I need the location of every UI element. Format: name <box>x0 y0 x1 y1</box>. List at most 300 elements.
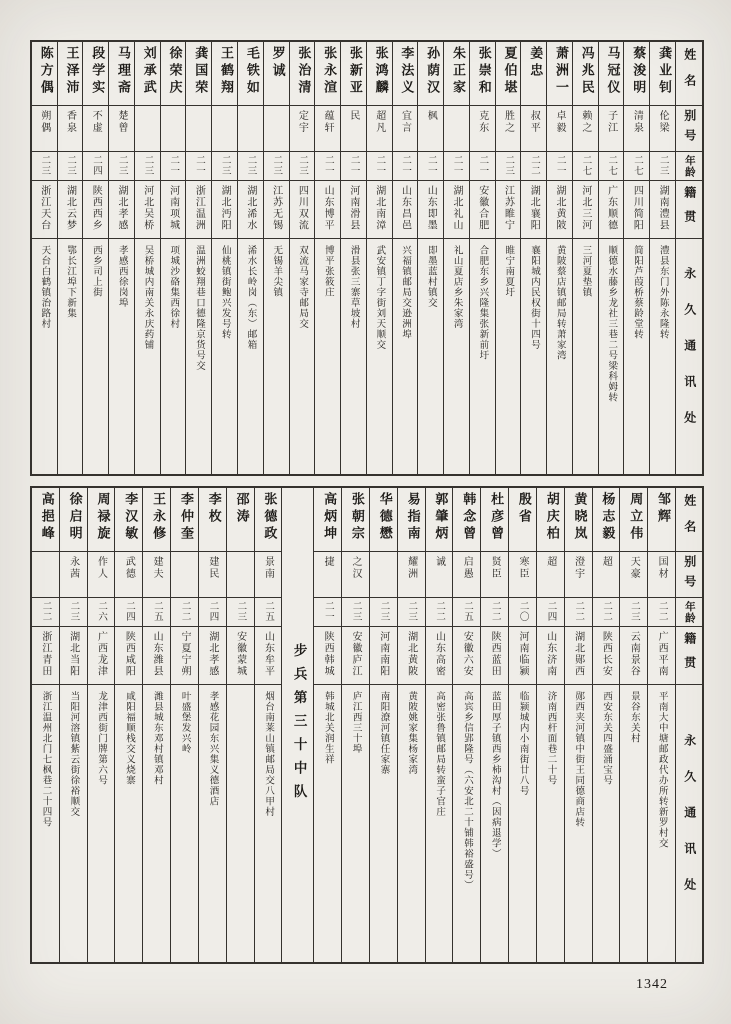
alias-cell <box>418 106 443 152</box>
header-age <box>676 152 702 181</box>
age-cell-text: 二三 <box>657 155 669 176</box>
name-cell <box>32 488 59 552</box>
origin-cell-text: 湖北浠水 <box>244 185 256 231</box>
alias-cell <box>509 552 536 598</box>
origin-cell <box>212 181 237 239</box>
alias-cell <box>496 106 521 152</box>
alias-cell <box>599 106 624 152</box>
alias-cell-text: 超 <box>600 556 612 568</box>
roster-column <box>649 42 675 474</box>
age-cell-text: 二二 <box>489 601 501 622</box>
roster-column <box>546 42 572 474</box>
age-cell-text: 二一 <box>400 155 412 176</box>
age-cell-text: 二一 <box>322 601 334 622</box>
alias-cell-text: 清泉 <box>631 110 643 134</box>
origin-cell <box>453 627 480 685</box>
alias-cell <box>255 552 282 598</box>
address-cell-text: 三河夏垫镇 <box>580 245 592 298</box>
alias-cell <box>115 552 142 598</box>
age-cell <box>109 152 134 181</box>
alias-cell <box>341 106 366 152</box>
roster-column <box>480 488 508 962</box>
name-cell-text: 张治清 <box>295 46 311 97</box>
name-cell-text: 马冠仪 <box>604 46 620 97</box>
roster-table-top <box>30 40 704 476</box>
age-cell <box>648 598 675 627</box>
age-cell <box>509 598 536 627</box>
alias-cell <box>212 106 237 152</box>
age-cell-text: 二四 <box>90 155 102 176</box>
name-cell <box>315 42 340 106</box>
alias-cell-text: 宜言 <box>399 110 411 134</box>
alias-cell <box>537 552 564 598</box>
name-cell-text: 陈方偶 <box>37 46 53 97</box>
origin-cell <box>620 627 647 685</box>
name-cell-text: 毛铁如 <box>243 46 259 97</box>
address-cell <box>496 239 521 474</box>
alias-cell <box>547 106 572 152</box>
name-cell-text: 李法义 <box>398 46 414 97</box>
origin-cell-text: 广西平南 <box>656 631 668 677</box>
origin-cell <box>565 627 592 685</box>
address-cell <box>367 239 392 474</box>
alias-cell-text: 叔平 <box>528 110 540 134</box>
origin-cell-text: 湖北礼山 <box>450 185 462 231</box>
origin-cell <box>255 627 282 685</box>
origin-cell-text: 陕西蓝田 <box>489 631 501 677</box>
origin-cell <box>115 627 142 685</box>
address-cell-text: 合肥东乡兴隆集张新前圩 <box>477 245 489 361</box>
address-cell <box>521 239 546 474</box>
address-cell <box>238 239 263 474</box>
name-cell <box>32 42 57 106</box>
address-cell <box>60 685 87 962</box>
section-label-text: 步兵第三十中队 <box>290 642 307 808</box>
name-cell <box>212 42 237 106</box>
age-cell <box>470 152 495 181</box>
alias-cell <box>88 552 115 598</box>
header-age <box>676 598 702 627</box>
origin-cell-text: 安徽六安 <box>461 631 473 677</box>
address-cell-text: 孝感花园东兴集义德酒店 <box>207 691 219 807</box>
name-cell-text: 罗诚 <box>269 46 285 80</box>
address-cell-text: 庐江西三十埠 <box>350 691 362 754</box>
address-cell-text: 龙津西街门牌第六号 <box>96 691 108 786</box>
origin-cell <box>227 627 254 685</box>
roster-column <box>564 488 592 962</box>
origin-cell-text: 湖北南漳 <box>373 185 385 231</box>
origin-cell-text: 山东高密 <box>433 631 445 677</box>
origin-cell-text: 广东顺德 <box>605 185 617 231</box>
address-cell <box>135 239 160 474</box>
age-cell <box>88 598 115 627</box>
origin-cell <box>341 181 366 239</box>
origin-cell <box>314 627 341 685</box>
name-cell <box>547 42 572 106</box>
alias-cell-text: 贤臣 <box>489 556 501 580</box>
name-cell <box>227 488 254 552</box>
age-cell-text: 二三 <box>406 601 418 622</box>
origin-cell <box>135 181 160 239</box>
name-cell-text: 王鹤翔 <box>218 46 234 97</box>
address-cell <box>547 239 572 474</box>
age-cell <box>393 152 418 181</box>
header-address-text: 永久通讯处 <box>682 266 697 447</box>
name-cell-text: 李仲奎 <box>177 492 193 543</box>
name-cell-text: 黄晓岚 <box>571 492 587 543</box>
origin-cell-text: 河南南阳 <box>377 631 389 677</box>
origin-cell-text: 河南项城 <box>167 185 179 231</box>
age-cell <box>143 598 170 627</box>
origin-cell-text: 江苏睢宁 <box>502 185 514 231</box>
roster-column <box>211 42 237 474</box>
name-cell-text: 华德懋 <box>376 492 392 543</box>
age-cell-text: 二三 <box>378 601 390 622</box>
origin-cell-text: 山东即墨 <box>425 185 437 231</box>
age-cell <box>620 598 647 627</box>
header-age-text: 年龄 <box>683 154 696 178</box>
age-cell <box>453 598 480 627</box>
name-cell <box>444 42 469 106</box>
alias-cell <box>481 552 508 598</box>
age-cell-text: 二二 <box>179 601 191 622</box>
address-cell-text: 浙江温州北门七枫巷二十四号 <box>40 691 52 828</box>
age-cell <box>32 152 57 181</box>
address-cell-text: 武安镇丁字街刘天顺交 <box>374 245 386 350</box>
address-cell-text: 叶盛堡发兴岭 <box>179 691 191 754</box>
alias-cell <box>109 106 134 152</box>
roster-column <box>82 42 108 474</box>
age-cell <box>426 598 453 627</box>
name-cell <box>161 42 186 106</box>
address-cell <box>186 239 211 474</box>
address-cell-text: 温洲蛟翔巷口德隆京货号交 <box>194 245 205 371</box>
address-cell <box>83 239 108 474</box>
name-cell <box>599 42 624 106</box>
age-cell <box>227 598 254 627</box>
address-cell-text: 高密张鲁镇邮局转蛮子官庄 <box>434 691 446 817</box>
age-cell-text: 二四 <box>207 601 219 622</box>
name-cell-text: 夏伯堪 <box>501 46 517 97</box>
name-cell <box>264 42 289 106</box>
address-cell-text: 西乡司上街 <box>90 245 102 298</box>
origin-cell <box>370 627 397 685</box>
origin-cell-text: 山东博平 <box>322 185 334 231</box>
origin-cell <box>315 181 340 239</box>
age-cell-text: 二〇 <box>517 601 529 622</box>
address-cell-text: 顺德水藤乡龙社三巷二号梁科姆转 <box>606 245 618 403</box>
age-cell-text: 二三 <box>65 155 77 176</box>
alias-cell-text: 澄宇 <box>572 556 584 580</box>
origin-cell-text: 安徽庐江 <box>349 631 361 677</box>
address-cell-text: 双流马家寺邮局交 <box>297 245 309 329</box>
name-cell <box>88 488 115 552</box>
address-cell-text: 景谷东关村 <box>628 691 640 744</box>
roster-column <box>185 42 211 474</box>
alias-cell <box>315 106 340 152</box>
origin-cell-text: 湖北沔阳 <box>219 185 231 231</box>
age-cell <box>342 598 369 627</box>
origin-cell-text: 广西龙津 <box>95 631 107 677</box>
alias-cell-text: 作人 <box>95 556 107 580</box>
origin-cell <box>58 181 83 239</box>
name-cell <box>418 42 443 106</box>
name-cell <box>171 488 198 552</box>
origin-cell <box>238 181 263 239</box>
age-cell <box>481 598 508 627</box>
address-cell-text: 即墨蓝村镇交 <box>425 245 437 308</box>
age-cell <box>398 598 425 627</box>
age-cell-text: 二二 <box>434 601 446 622</box>
header-alias-text: 别号 <box>682 554 697 595</box>
roster-column <box>495 42 521 474</box>
age-cell <box>32 598 59 627</box>
alias-cell <box>60 552 87 598</box>
alias-cell <box>565 552 592 598</box>
name-cell <box>58 42 83 106</box>
header-address-text: 永久通讯处 <box>682 733 697 914</box>
address-cell-text: 济南西杆面巷二十号 <box>545 691 557 786</box>
roster-column <box>366 42 392 474</box>
age-cell <box>238 152 263 181</box>
roster-column <box>198 488 226 962</box>
origin-cell <box>547 181 572 239</box>
age-cell-text: 二三 <box>628 601 640 622</box>
roster-column <box>619 488 647 962</box>
name-cell-text: 邵涛 <box>233 492 249 526</box>
roster-column <box>598 42 624 474</box>
alias-cell <box>264 106 289 152</box>
roster-column <box>397 488 425 962</box>
roster-column <box>572 42 598 474</box>
name-cell <box>496 42 521 106</box>
roster-column <box>142 488 170 962</box>
alias-cell-text: 建夫 <box>151 556 163 580</box>
alias-cell <box>199 552 226 598</box>
address-cell-text: 滑县张三寨草坡村 <box>348 245 360 329</box>
address-cell <box>143 685 170 962</box>
name-cell <box>367 42 392 106</box>
alias-cell-text: 超 <box>544 556 556 568</box>
origin-cell-text: 湖南澧县 <box>657 185 669 231</box>
name-cell-text: 马理斋 <box>114 46 130 97</box>
age-cell-text: 二一 <box>477 155 489 176</box>
address-cell <box>650 239 675 474</box>
name-cell <box>398 488 425 552</box>
origin-cell-text: 湖北襄阳 <box>528 185 540 231</box>
address-cell-text: 黄陂蔡店镇邮局转萧家湾 <box>554 245 566 361</box>
roster-column <box>87 488 115 962</box>
origin-cell <box>60 627 87 685</box>
age-cell <box>264 152 289 181</box>
origin-cell-text: 湖北黄陂 <box>405 631 417 677</box>
address-cell-text: 蓝田厚子镇西乡柿沟村（因病退学） <box>489 691 501 859</box>
age-cell-text: 二三 <box>219 155 231 176</box>
age-cell-text: 二二 <box>601 601 613 622</box>
alias-cell <box>171 552 198 598</box>
address-cell-text: 襄阳城内民权街十四号 <box>528 245 540 350</box>
address-cell-text: 无锡羊尖镇 <box>271 245 283 298</box>
name-cell-text: 张崇和 <box>475 46 491 97</box>
origin-cell <box>143 627 170 685</box>
origin-cell-text: 河北三河 <box>579 185 591 231</box>
age-cell-text: 二一 <box>374 155 386 176</box>
age-cell-text: 二七 <box>580 155 592 176</box>
name-cell-text: 张鸿麟 <box>372 46 388 97</box>
roster-column <box>254 488 282 962</box>
age-cell-text: 二一 <box>194 155 205 176</box>
origin-cell-text: 江苏无锡 <box>270 185 282 231</box>
alias-cell-text: 克东 <box>476 110 488 134</box>
origin-cell-text: 河北吴桥 <box>141 185 153 231</box>
alias-cell <box>186 106 211 152</box>
name-cell-text: 杜彦曾 <box>488 492 504 543</box>
name-cell-text: 殷省 <box>515 492 531 526</box>
roster-column <box>341 488 369 962</box>
alias-cell <box>32 552 59 598</box>
name-cell-text: 易指南 <box>404 492 420 543</box>
alias-cell-text: 不虚 <box>90 110 102 134</box>
header-origin-text: 籍贯 <box>682 631 697 680</box>
origin-cell-text: 陕西西乡 <box>90 185 102 231</box>
origin-cell <box>290 181 315 239</box>
name-cell <box>370 488 397 552</box>
age-cell <box>115 598 142 627</box>
origin-cell <box>199 627 226 685</box>
address-cell-text: 礼山夏店乡朱家湾 <box>451 245 463 329</box>
address-cell <box>418 239 443 474</box>
origin-cell-text: 安徽合肥 <box>476 185 488 231</box>
header-origin <box>676 627 702 685</box>
roster-column <box>32 42 57 474</box>
age-cell <box>650 152 675 181</box>
age-cell-text: 二三 <box>235 601 247 622</box>
roster-column <box>443 42 469 474</box>
origin-cell-text: 山东潍县 <box>151 631 163 677</box>
alias-cell-text: 子江 <box>605 110 617 134</box>
name-cell <box>341 42 366 106</box>
alias-cell <box>238 106 263 152</box>
age-cell <box>255 598 282 627</box>
address-cell <box>648 685 675 962</box>
alias-cell-text: 诚 <box>433 556 445 568</box>
origin-cell-text: 浙江温洲 <box>193 185 205 231</box>
address-cell <box>115 685 142 962</box>
alias-cell-text: 蕴轩 <box>322 110 334 134</box>
name-cell <box>426 488 453 552</box>
age-cell-text: 二三 <box>68 601 80 622</box>
roster-column <box>592 488 620 962</box>
roster-column <box>314 42 340 474</box>
origin-cell-text: 湖北孝感 <box>116 185 128 231</box>
name-cell-text: 张德政 <box>261 492 277 543</box>
roster-column <box>417 42 443 474</box>
name-cell <box>624 42 649 106</box>
alias-cell-text: 朔偶 <box>38 110 50 134</box>
name-cell <box>135 42 160 106</box>
roster-column <box>59 488 87 962</box>
address-cell-text: 潍县城东邓村镇邓村 <box>151 691 163 786</box>
address-cell <box>32 685 59 962</box>
name-cell <box>620 488 647 552</box>
age-cell <box>212 152 237 181</box>
address-cell-text: 临颍城内小南街廿八号 <box>517 691 529 796</box>
address-cell-text: 睢宁南夏圩 <box>503 245 515 298</box>
name-cell-text: 周禄旋 <box>94 492 110 543</box>
address-cell-text: 黄陂姚家集杨家湾 <box>406 691 418 775</box>
origin-cell <box>398 627 425 685</box>
alias-cell-text: 枫 <box>425 110 437 122</box>
address-cell <box>398 685 425 962</box>
age-cell <box>521 152 546 181</box>
roster-column <box>108 42 134 474</box>
alias-cell <box>161 106 186 152</box>
address-cell <box>370 685 397 962</box>
age-cell-text: 二一 <box>425 155 437 176</box>
address-cell <box>481 685 508 962</box>
roster-column <box>520 42 546 474</box>
roster-column <box>623 42 649 474</box>
section-label-column <box>281 488 313 962</box>
alias-cell <box>227 552 254 598</box>
age-cell-text: 二二 <box>573 601 585 622</box>
name-cell-text: 蔡浚明 <box>630 46 646 97</box>
header-name <box>676 488 702 552</box>
age-cell <box>370 598 397 627</box>
address-cell <box>620 685 647 962</box>
name-cell <box>143 488 170 552</box>
address-cell <box>509 685 536 962</box>
address-cell <box>264 239 289 474</box>
alias-cell <box>135 106 160 152</box>
alias-cell <box>290 106 315 152</box>
age-cell-text: 二五 <box>263 601 275 622</box>
name-cell-text: 胡庆柏 <box>543 492 559 543</box>
name-cell <box>60 488 87 552</box>
age-cell-text: 二二 <box>656 601 668 622</box>
origin-cell-text: 宁夏宁朔 <box>178 631 190 677</box>
name-cell-text: 刘承武 <box>140 46 156 97</box>
origin-cell-text: 湖北郧西 <box>572 631 584 677</box>
header-origin-text: 籍贯 <box>682 185 697 234</box>
name-cell <box>199 488 226 552</box>
origin-cell <box>650 181 675 239</box>
age-cell <box>537 598 564 627</box>
origin-cell-text: 湖北云梦 <box>64 185 76 231</box>
origin-cell <box>32 181 57 239</box>
name-cell-text: 徐荣庆 <box>166 46 182 97</box>
page-footer <box>30 964 704 993</box>
origin-cell <box>32 627 59 685</box>
origin-cell-text: 山东济南 <box>544 631 556 677</box>
header-column <box>675 42 702 474</box>
age-cell <box>186 152 211 181</box>
address-cell <box>212 239 237 474</box>
alias-cell-text: 赖之 <box>579 110 591 134</box>
age-cell <box>58 152 83 181</box>
name-cell <box>650 42 675 106</box>
name-cell <box>393 42 418 106</box>
roster-column <box>508 488 536 962</box>
origin-cell-text: 浙江青田 <box>39 631 51 677</box>
name-cell <box>342 488 369 552</box>
origin-cell-text: 云南景谷 <box>628 631 640 677</box>
alias-cell-text: 楚曾 <box>116 110 128 134</box>
roster-column <box>647 488 675 962</box>
address-cell <box>453 685 480 962</box>
address-cell <box>88 685 115 962</box>
address-cell-text: 孝感西徐岗埠 <box>116 245 128 308</box>
